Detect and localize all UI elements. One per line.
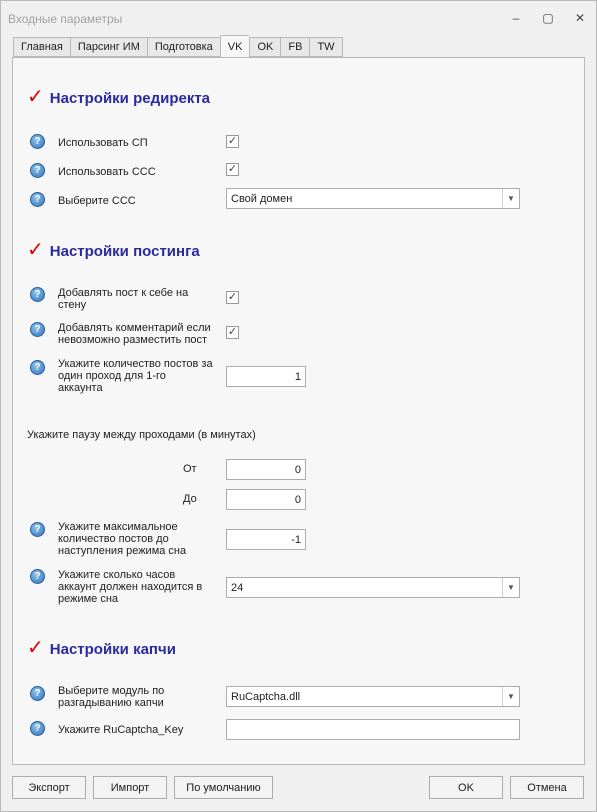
sleep-hours-label: Укажите сколько часов аккаунт должен находится в режиме сна <box>58 569 203 605</box>
add-comment-checkbox[interactable]: ✓ <box>227 326 238 338</box>
ok-button[interactable]: OK <box>429 776 503 799</box>
tab-bar <box>13 37 343 57</box>
close-button[interactable]: ✕ <box>574 11 586 25</box>
help-icon[interactable]: ? <box>30 134 45 149</box>
posts-count-input[interactable]: 1 <box>226 366 306 387</box>
captcha-section-title <box>27 639 176 659</box>
tab-ok[interactable]: OK <box>249 37 280 57</box>
captcha-title-text: Настройки капчи <box>49 640 176 658</box>
redirect-title-text: Настройки редиректа <box>49 89 211 107</box>
export-button[interactable]: Экспорт <box>12 776 86 799</box>
to-label: До <box>183 493 197 505</box>
dropdown-arrow-icon[interactable]: ▼ <box>502 578 519 597</box>
posting-section-title <box>27 241 200 261</box>
use-sss-checkbox[interactable]: ✓ <box>227 163 238 175</box>
tab-tw[interactable]: TW <box>309 37 342 57</box>
check-mark-icon: ✓ <box>27 637 44 659</box>
captcha-module-value: RuCaptcha.dll <box>231 690 301 703</box>
add-post-label: Добавлять пост к себе на стену <box>58 287 189 311</box>
help-icon[interactable]: ? <box>30 360 45 375</box>
vk-settings-panel <box>12 57 585 765</box>
check-mark-icon: ✓ <box>27 86 44 108</box>
captcha-module-select[interactable] <box>226 686 520 707</box>
window-title: Входные параметры <box>8 12 123 26</box>
default-button[interactable]: По умолчанию <box>174 776 273 799</box>
captcha-key-label: Укажите RuCaptcha_Key <box>58 724 184 736</box>
add-post-checkbox[interactable]: ✓ <box>227 291 238 303</box>
max-posts-label: Укажите максимальное количество постов до наступления режима сна <box>58 521 187 557</box>
pause-from-input[interactable]: 0 <box>226 459 306 480</box>
help-icon[interactable]: ? <box>30 522 45 537</box>
tab-preparation[interactable]: Подготовка <box>147 37 220 57</box>
title-bar <box>1 1 596 35</box>
sleep-hours-value: 24 <box>231 581 244 594</box>
use-sp-checkbox[interactable]: ✓ <box>227 135 238 147</box>
pause-to-input[interactable]: 0 <box>226 489 306 510</box>
tab-fb[interactable]: FB <box>280 37 309 57</box>
help-icon[interactable]: ? <box>30 569 45 584</box>
help-icon[interactable]: ? <box>30 163 45 178</box>
from-label: От <box>183 463 197 475</box>
check-mark-icon: ✓ <box>27 239 44 261</box>
posts-count-label: Укажите количество постов за один проход для 1-го аккаунта <box>58 358 213 394</box>
help-icon[interactable]: ? <box>30 322 45 337</box>
choose-sss-label: Выберите ССС <box>58 195 136 207</box>
tab-vk[interactable]: VK <box>220 35 250 57</box>
tab-parsing[interactable]: Парсинг ИМ <box>70 37 147 57</box>
use-sp-label: Использовать СП <box>58 137 148 149</box>
redirect-section-title <box>27 88 210 108</box>
restore-button[interactable]: ▢ <box>542 11 554 25</box>
help-icon[interactable]: ? <box>30 686 45 701</box>
tab-main[interactable]: Главная <box>13 37 70 57</box>
posting-title-text: Настройки постинга <box>49 242 200 260</box>
choose-sss-value: Свой домен <box>231 192 293 205</box>
help-icon[interactable]: ? <box>30 287 45 302</box>
choose-sss-select[interactable] <box>226 188 520 209</box>
captcha-key-input[interactable] <box>226 719 520 740</box>
import-button[interactable]: Импорт <box>93 776 167 799</box>
sleep-hours-select[interactable] <box>226 577 520 598</box>
captcha-module-label: Выберите модуль по разгадыванию капчи <box>58 685 165 709</box>
dropdown-arrow-icon[interactable]: ▼ <box>502 687 519 706</box>
max-posts-input[interactable]: -1 <box>226 529 306 550</box>
use-sss-label: Использовать ССС <box>58 166 156 178</box>
cancel-button[interactable]: Отмена <box>510 776 584 799</box>
help-icon[interactable]: ? <box>30 721 45 736</box>
add-comment-label: Добавлять комментарий если невозможно разместить пост <box>58 322 211 346</box>
pause-label: Укажите паузу между проходами (в минутах) <box>27 429 256 441</box>
dropdown-arrow-icon[interactable]: ▼ <box>502 189 519 208</box>
minimize-button[interactable]: – <box>512 11 520 25</box>
help-icon[interactable]: ? <box>30 192 45 207</box>
